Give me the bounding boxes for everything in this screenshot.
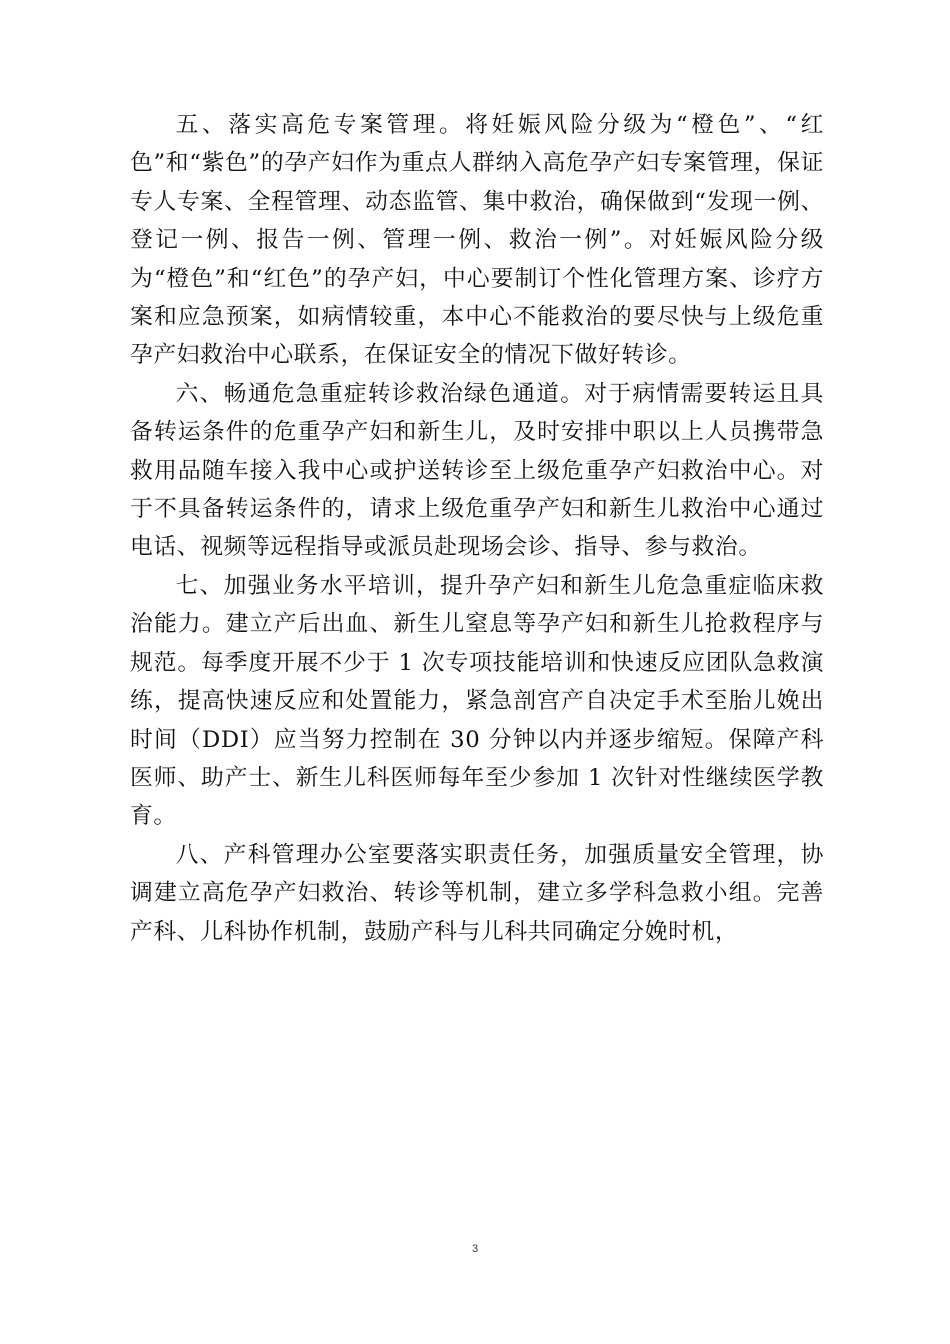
paragraph-section-8: 八、产科管理办公室要落实职责任务，加强质量安全管理，协调建立高危孕产妇救治、转诊等机制，建立多学科急救小组。完善产科、儿科协作机制，鼓励产科与儿科共同确定分娩时机， bbox=[130, 841, 824, 945]
paragraph-section-6: 六、畅通危急重症转诊救治绿色通道。对于病情需要转运且具备转运条件的危重孕产妇和新生儿，及时安排中职以上人员携带急救用品随车接入我中心或护送转诊至上级危重孕产妇救治中心。对于不具备转运条件的，请求上级危重孕产妇和新生儿救治中心通过电话、视频等远程指导或派员赴现场会诊、指导、参与救治。 bbox=[130, 380, 824, 561]
paragraph-section-7: 七、加强业务水平培训，提升孕产妇和新生儿危急重症临床救治能力。建立产后出血、新生儿窒息等孕产妇和新生儿抢救程序与规范。每季度开展不少于 1 次专项技能培训和快速反应团队急救演练，提高快速反应和处置能力，紧急剖宫产自决定手术至胎儿娩出时间（DDI）应当努力控制在 30 分钟以内并逐步缩短。保障产科医师、助产士、新生儿科医师每年至少参加 1 次针对性继续医学教育。 bbox=[130, 572, 824, 830]
page-number: 3 bbox=[471, 1243, 479, 1255]
document-body bbox=[130, 106, 824, 951]
paragraph-section-5: 五、落实高危专案管理。将妊娠风险分级为“橙色”、“红色”和“紫色”的孕产妇作为重点人群纳入高危孕产妇专案管理，保证专人专案、全程管理、动态监管、集中救治，确保做到“发现一例、登记一例、报告一例、管理一例、救治一例”。对妊娠风险分级为“橙色”和“红色”的孕产妇，中心要制订个性化管理方案、诊疗方案和应急预案，如病情较重，本中心不能救治的要尽快与上级危重孕产妇救治中心联系，在保证安全的情况下做好转诊。 bbox=[130, 112, 824, 369]
